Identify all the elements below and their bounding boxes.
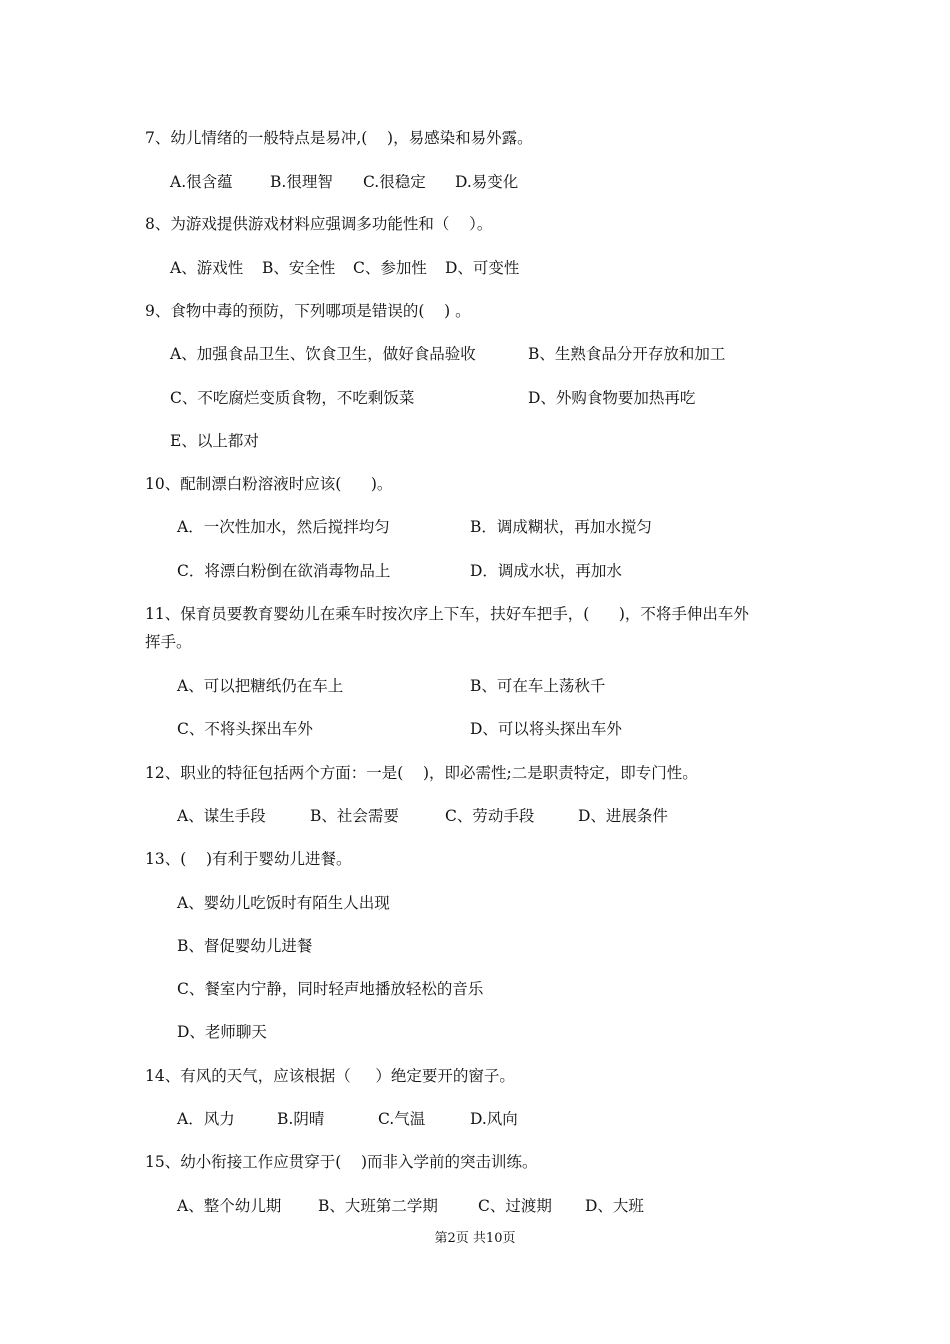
- q15-option-c: C、过渡期: [478, 1197, 552, 1215]
- q11-option-a: A、可以把糖纸仍在车上: [177, 677, 344, 695]
- question-8: 8、为游戏提供游戏材料应强调多功能性和（ ）。: [145, 215, 493, 233]
- q10-option-a: A．一次性加水，然后搅拌均匀: [177, 518, 390, 536]
- q10-option-b: B．调成糊状，再加水搅匀: [470, 518, 652, 536]
- q13-option-b: B、督促婴幼儿进餐: [177, 937, 313, 955]
- q8-option-d: D、可变性: [445, 259, 520, 277]
- q14-option-b: B.阴晴: [277, 1110, 325, 1128]
- q13-option-a: A、婴幼儿吃饭时有陌生人出现: [177, 894, 390, 912]
- question-13: 13、( )有利于婴幼儿进餐。: [145, 850, 352, 868]
- question-7: 7、幼儿情绪的一般特点是易冲,( )，易感染和易外露。: [145, 129, 533, 147]
- question-12: 12、职业的特征包括两个方面：一是( )，即必需性;二是职责特定，即专门性。: [145, 764, 698, 782]
- q14-option-c: C.气温: [378, 1110, 426, 1128]
- q9-option-a: A、加强食品卫生、饮食卫生，做好食品验收: [170, 345, 476, 363]
- question-10: 10、配制漂白粉溶液时应该( )。: [145, 475, 393, 493]
- q14-option-a: A．风力: [177, 1110, 235, 1128]
- q15-option-d: D、大班: [585, 1197, 644, 1215]
- q10-option-d: D．调成水状，再加水: [470, 562, 622, 580]
- q7-option-d: D.易变化: [455, 173, 519, 191]
- q12-option-d: D、进展条件: [578, 807, 668, 825]
- question-11-continued: 挥手。: [145, 633, 192, 651]
- q8-option-c: C、参加性: [353, 259, 427, 277]
- q15-option-a: A、整个幼儿期: [177, 1197, 282, 1215]
- q14-option-d: D.风向: [470, 1110, 518, 1128]
- q8-option-b: B、安全性: [262, 259, 336, 277]
- q13-option-d: D、老师聊天: [177, 1023, 267, 1041]
- q7-option-a: A.很含蕴: [170, 173, 233, 191]
- q9-option-e: E、以上都对: [170, 432, 259, 450]
- q11-option-d: D、可以将头探出车外: [470, 720, 622, 738]
- q8-option-a: A、游戏性: [170, 259, 244, 277]
- q12-option-b: B、社会需要: [310, 807, 399, 825]
- q7-option-b: B.很理智: [270, 173, 333, 191]
- q12-option-a: A、谋生手段: [177, 807, 266, 825]
- q10-option-c: C．将漂白粉倒在欲消毒物品上: [177, 562, 391, 580]
- q9-option-b: B、生熟食品分开存放和加工: [528, 345, 726, 363]
- q9-option-d: D、外购食物要加热再吃: [528, 389, 696, 407]
- q12-option-c: C、劳动手段: [445, 807, 535, 825]
- q13-option-c: C、餐室内宁静，同时轻声地播放轻松的音乐: [177, 980, 484, 998]
- q15-option-b: B、大班第二学期: [318, 1197, 438, 1215]
- question-9: 9、食物中毒的预防，下列哪项是错误的( ) 。: [145, 302, 471, 320]
- q9-option-c: C、不吃腐烂变质食物，不吃剩饭菜: [170, 389, 415, 407]
- q11-option-b: B、可在车上荡秋千: [470, 677, 606, 695]
- question-11: 11、保育员要教育婴幼儿在乘车时按次序上下车，扶好车把手，( )，不将手伸出车外: [145, 605, 749, 623]
- q11-option-c: C、不将头探出车外: [177, 720, 313, 738]
- question-15: 15、幼小衔接工作应贯穿于( )而非入学前的突击训练。: [145, 1153, 538, 1171]
- q7-option-c: C.很稳定: [363, 173, 426, 191]
- page-footer: 第2页 共10页: [434, 1231, 516, 1246]
- question-14: 14、有风的天气，应该根据（ ）绝定要开的窗子。: [145, 1067, 515, 1085]
